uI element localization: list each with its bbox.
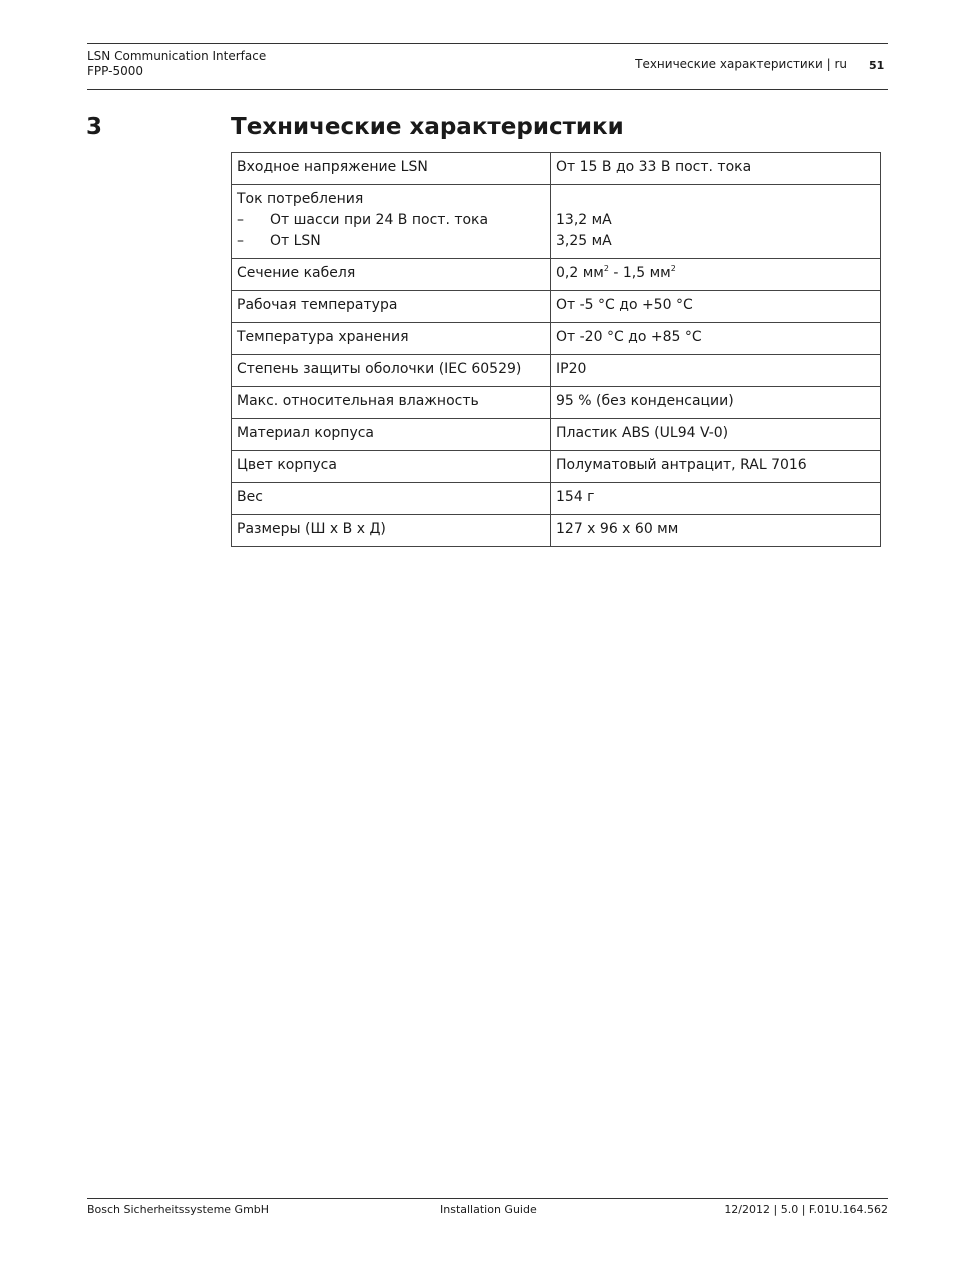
footer-doc-ref: 12/2012 | 5.0 | F.01U.164.562 xyxy=(724,1203,888,1216)
table-row xyxy=(232,259,881,291)
header-product-name: LSN Communication Interface xyxy=(87,49,267,63)
spec-label: Материал корпуса xyxy=(232,419,551,451)
table-row xyxy=(232,323,881,355)
spec-value: 127 x 96 x 60 мм xyxy=(551,515,881,547)
spec-value: 154 г xyxy=(551,483,881,515)
spec-value: От -5 °C до +50 °C xyxy=(551,291,881,323)
spec-value-cell xyxy=(551,185,881,259)
table-row xyxy=(232,153,881,185)
spec-value: От -20 °C до +85 °C xyxy=(551,323,881,355)
spec-sublabel: От шасси при 24 В пост. тока xyxy=(270,212,489,228)
spec-label: Вес xyxy=(232,483,551,515)
spec-value: Полуматовый антрацит, RAL 7016 xyxy=(551,451,881,483)
table-row xyxy=(232,387,881,419)
table-row xyxy=(232,291,881,323)
table-row xyxy=(232,515,881,547)
dash-bullet: – xyxy=(237,212,244,228)
spec-label: Макс. относительная влажность xyxy=(232,387,551,419)
dash-bullet: – xyxy=(237,233,244,249)
header-section: Технические характеристики | ru xyxy=(635,57,847,71)
table-row xyxy=(232,419,881,451)
spec-value: IP20 xyxy=(551,355,881,387)
spec-label: Степень защиты оболочки (IEC 60529) xyxy=(232,355,551,387)
spec-value-max: - 1,5 мм xyxy=(608,265,671,281)
footer-rule xyxy=(87,1198,888,1199)
spec-label: Размеры (Ш x В x Д) xyxy=(232,515,551,547)
table-row xyxy=(232,355,881,387)
spec-sublabel-row xyxy=(237,210,544,231)
header-product xyxy=(87,49,266,79)
spec-value: 95 % (без конденсации) xyxy=(551,387,881,419)
superscript: 2 xyxy=(670,264,676,273)
spec-value: 3,25 мА xyxy=(556,233,612,249)
specifications-table xyxy=(231,152,881,547)
spec-sublabel-row xyxy=(237,231,544,252)
table-row xyxy=(232,451,881,483)
spec-label: Температура хранения xyxy=(232,323,551,355)
footer-company: Bosch Sicherheitssysteme GmbH xyxy=(87,1203,270,1216)
header-top-rule xyxy=(87,43,888,44)
footer-doc-type: Installation Guide xyxy=(440,1203,537,1216)
page-number: 51 xyxy=(869,59,885,72)
spec-label: Входное напряжение LSN xyxy=(232,153,551,185)
chapter-number: 3 xyxy=(86,114,103,140)
spec-label: Цвет корпуса xyxy=(232,451,551,483)
spec-value-cell xyxy=(551,259,881,291)
header-bottom-rule xyxy=(87,89,888,90)
spec-label: Сечение кабеля xyxy=(232,259,551,291)
table-row xyxy=(232,483,881,515)
table-row xyxy=(232,185,881,259)
spec-sublabel: От LSN xyxy=(270,233,321,249)
header-product-model: FPP-5000 xyxy=(87,64,143,78)
spec-label: Рабочая температура xyxy=(232,291,551,323)
chapter-title: Технические характеристики xyxy=(231,114,624,140)
spec-label: Ток потребления xyxy=(237,191,364,207)
spec-label-cell xyxy=(232,185,551,259)
spec-value: 13,2 мА xyxy=(556,212,612,228)
spec-value: От 15 В до 33 В пост. тока xyxy=(551,153,881,185)
spec-value-min: 0,2 мм xyxy=(556,265,604,281)
superscript: 2 xyxy=(603,264,609,273)
spec-value: Пластик ABS (UL94 V-0) xyxy=(551,419,881,451)
